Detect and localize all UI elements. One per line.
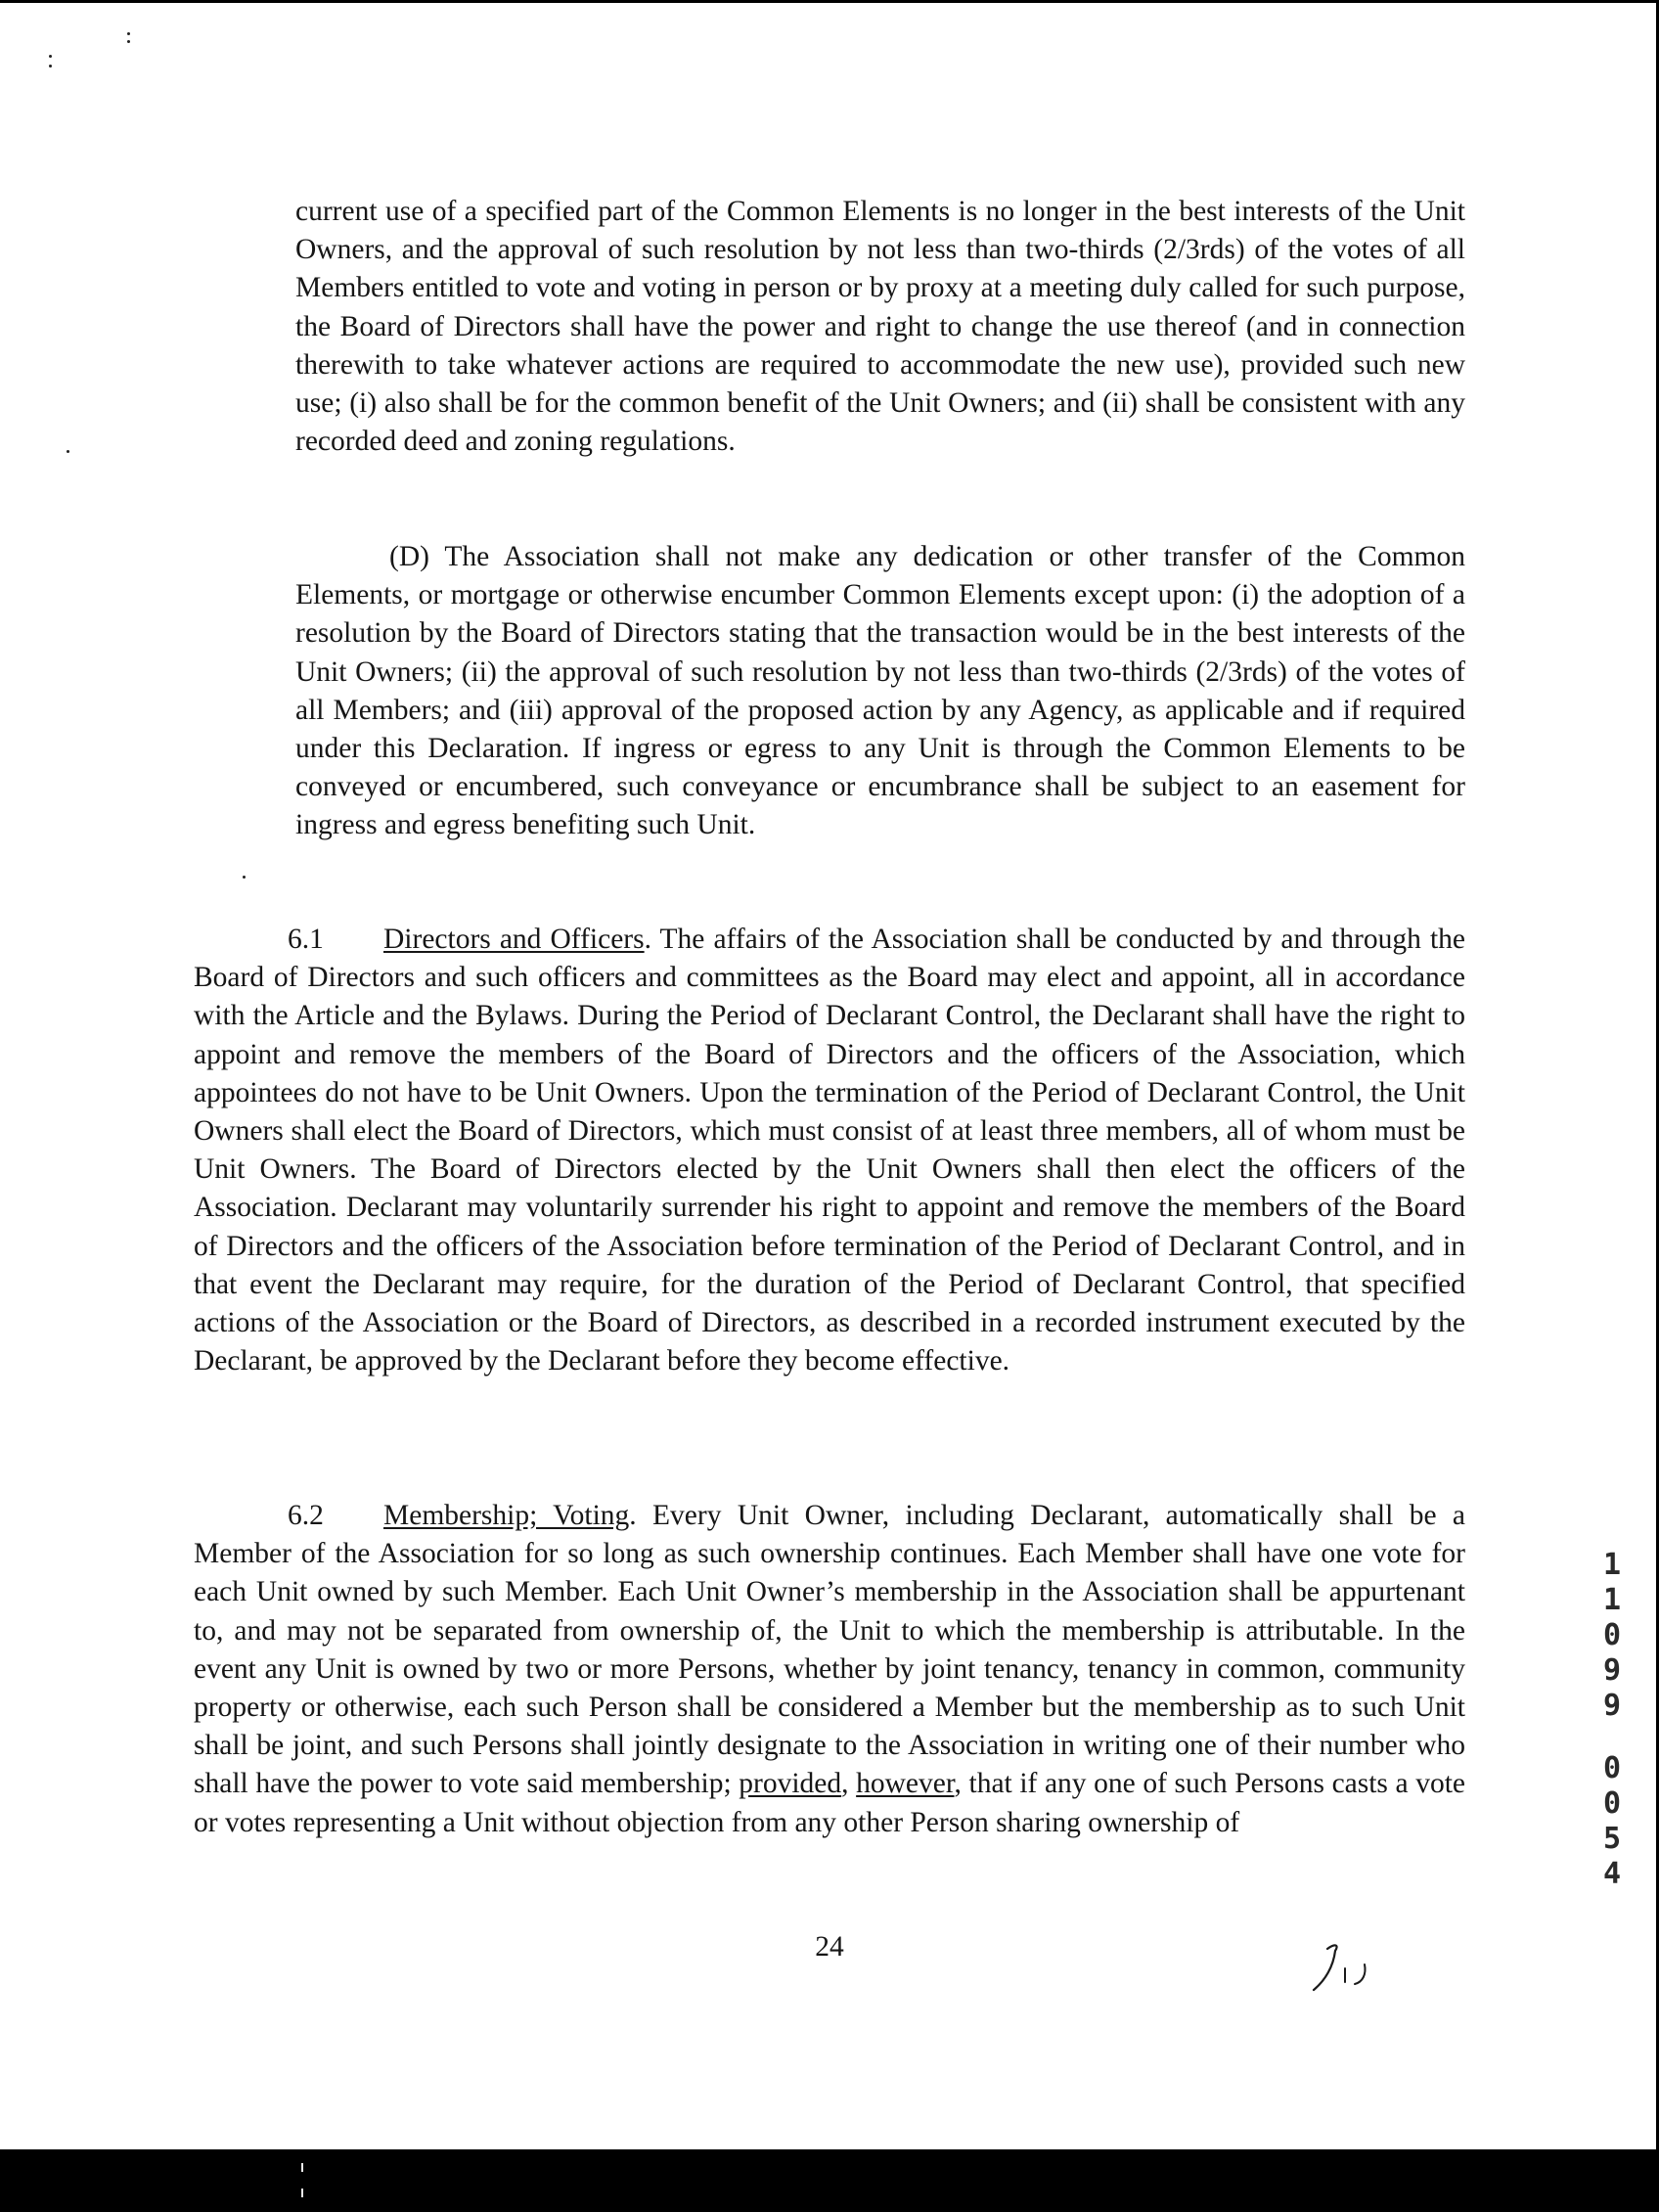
scan-speck bbox=[49, 55, 52, 58]
section-heading: Membership; Voting bbox=[383, 1500, 630, 1531]
provided-term: provided bbox=[739, 1768, 842, 1800]
section-6-1 bbox=[194, 921, 1465, 1380]
however-term: however bbox=[856, 1768, 955, 1800]
section-number: 6.1 bbox=[288, 924, 324, 955]
section-number: 6.2 bbox=[288, 1500, 324, 1531]
scan-speck bbox=[49, 65, 52, 68]
scan-border-bottom bbox=[0, 2149, 1659, 2212]
section-body: . Every Unit Owner, including Declarant, automatically shall be a Member of the Association for so long as such ownership continues. Each Member shall have one vote for each Unit owned by such Member. Each Unit Owner’s membership in the Association shall be appurtenant to, and may not be separated from ownership of, the Unit to which the membership is attributable. In the event any Unit is owned by two or more Persons, whether by joint tenancy, tenancy in common, community property or otherwise, each such Person shall be considered a Member but the membership as to such Unit shall be joint, and such Persons shall jointly designate to the Association in writing one of their number who shall have the power to vote said membership; bbox=[194, 1500, 1465, 1800]
scan-speck bbox=[127, 40, 130, 43]
scan-border-top bbox=[0, 0, 1659, 3]
handwritten-initials bbox=[1306, 1939, 1404, 1998]
page-number: 24 bbox=[815, 1931, 844, 1963]
section-6-2: 6.2 Membership; Voting. Every Unit Owner, including Declarant, automatically shall be a Member of the Association for so long as such ownership continues. Each Member shall have one vote for each Unit owned by such Member. Each Unit Owner’s membership in the Association shall be appurtenant to, and may not be separated from ownership of, the Unit to which the membership is attributable. In the event any Unit is owned by two or more Persons, whether by joint tenancy, tenancy in common, community property or otherwise, each such Person shall be considered a Member but the membership as to such Unit shall be joint, and such Persons shall jointly designate to the Association in writing one of their number who shall have the power to vote said membership; provided, however, that if any one of such Persons casts a vote or votes representing a Unit without objection from any other Person sharing ownership of bbox=[194, 1497, 1465, 1842]
paragraph-d: (D) The Association shall not make any dedication or other transfer of the Common Elements, or mortgage or otherwise encumber Common Elements except upon: (i) the adoption of a resolution by the Board of Directors stating that the transaction would be in the best interests of the Unit Owners; (ii) the approval of such resolution by not less than two-thirds (2/3rds) of the votes of all Members; and (iii) approval of the proposed action by any Agency, as applicable and if required under this Declaration. If ingress or egress to any Unit is through the Common Elements to be conveyed or encumbered, such conveyance or encumbrance shall be subject to an easement for ingress and egress benefiting such Unit. bbox=[295, 541, 1465, 841]
paragraph-c-continuation: current use of a specified part of the Common Elements is no longer in the best interests of the Unit Owners, and the approval of such resolution by not less than two-thirds (2/3rds) of the votes of all Members entitled to vote and voting in person or by proxy at a meeting duly called for such purpose, the Board of Directors shall have the power and right to change the use thereof (and in connection therewith to take whatever actions are required to accommodate the new use), provided such new use; (i) also shall be for the common benefit of the Unit Owners; and (ii) shall be consistent with any recorded deed and zoning regulations. bbox=[295, 196, 1465, 458]
scan-speck bbox=[243, 876, 246, 879]
scan-speck bbox=[67, 450, 69, 453]
scan-speck bbox=[127, 32, 130, 35]
section-heading: Directors and Officers bbox=[383, 924, 645, 955]
recording-number-stamp: 1 1 0 9 9 0 0 5 4 bbox=[1602, 1548, 1622, 1891]
section-body-end: , that if any one of such Persons casts a vote or votes representing a Unit without objection from any other Person sharing ownership of bbox=[194, 1768, 1466, 1838]
section-body: . The affairs of the Association shall be conducted by and through the Board of Directors and such officers and committees as the Board may elect and appoint, all in accordance with the Article and the Bylaws. During the Period of Declarant Control, the Declarant shall have the right to appoint and remove the members of the Board of Directors and the officers of the Association, which appointees do not have to be Unit Owners. Upon the termination of the Period of Declarant Control, the Unit Owners shall elect the Board of Directors, which must consist of at least three members, all of whom must be Unit Owners. The Board of Directors elected by the Unit Owners shall then elect the officers of the Association. Declarant may voluntarily surrender his right to appoint and remove the members of the Board of Directors and the officers of the Association before termination of the Period of Declarant Control, and in that event the Declarant may require, for the duration of the Period of Declarant Control, that specified actions of the Association or the Board of Directors, as described in a recorded instrument executed by the Declarant, be approved by the Declarant before they become effective. bbox=[194, 924, 1465, 1377]
